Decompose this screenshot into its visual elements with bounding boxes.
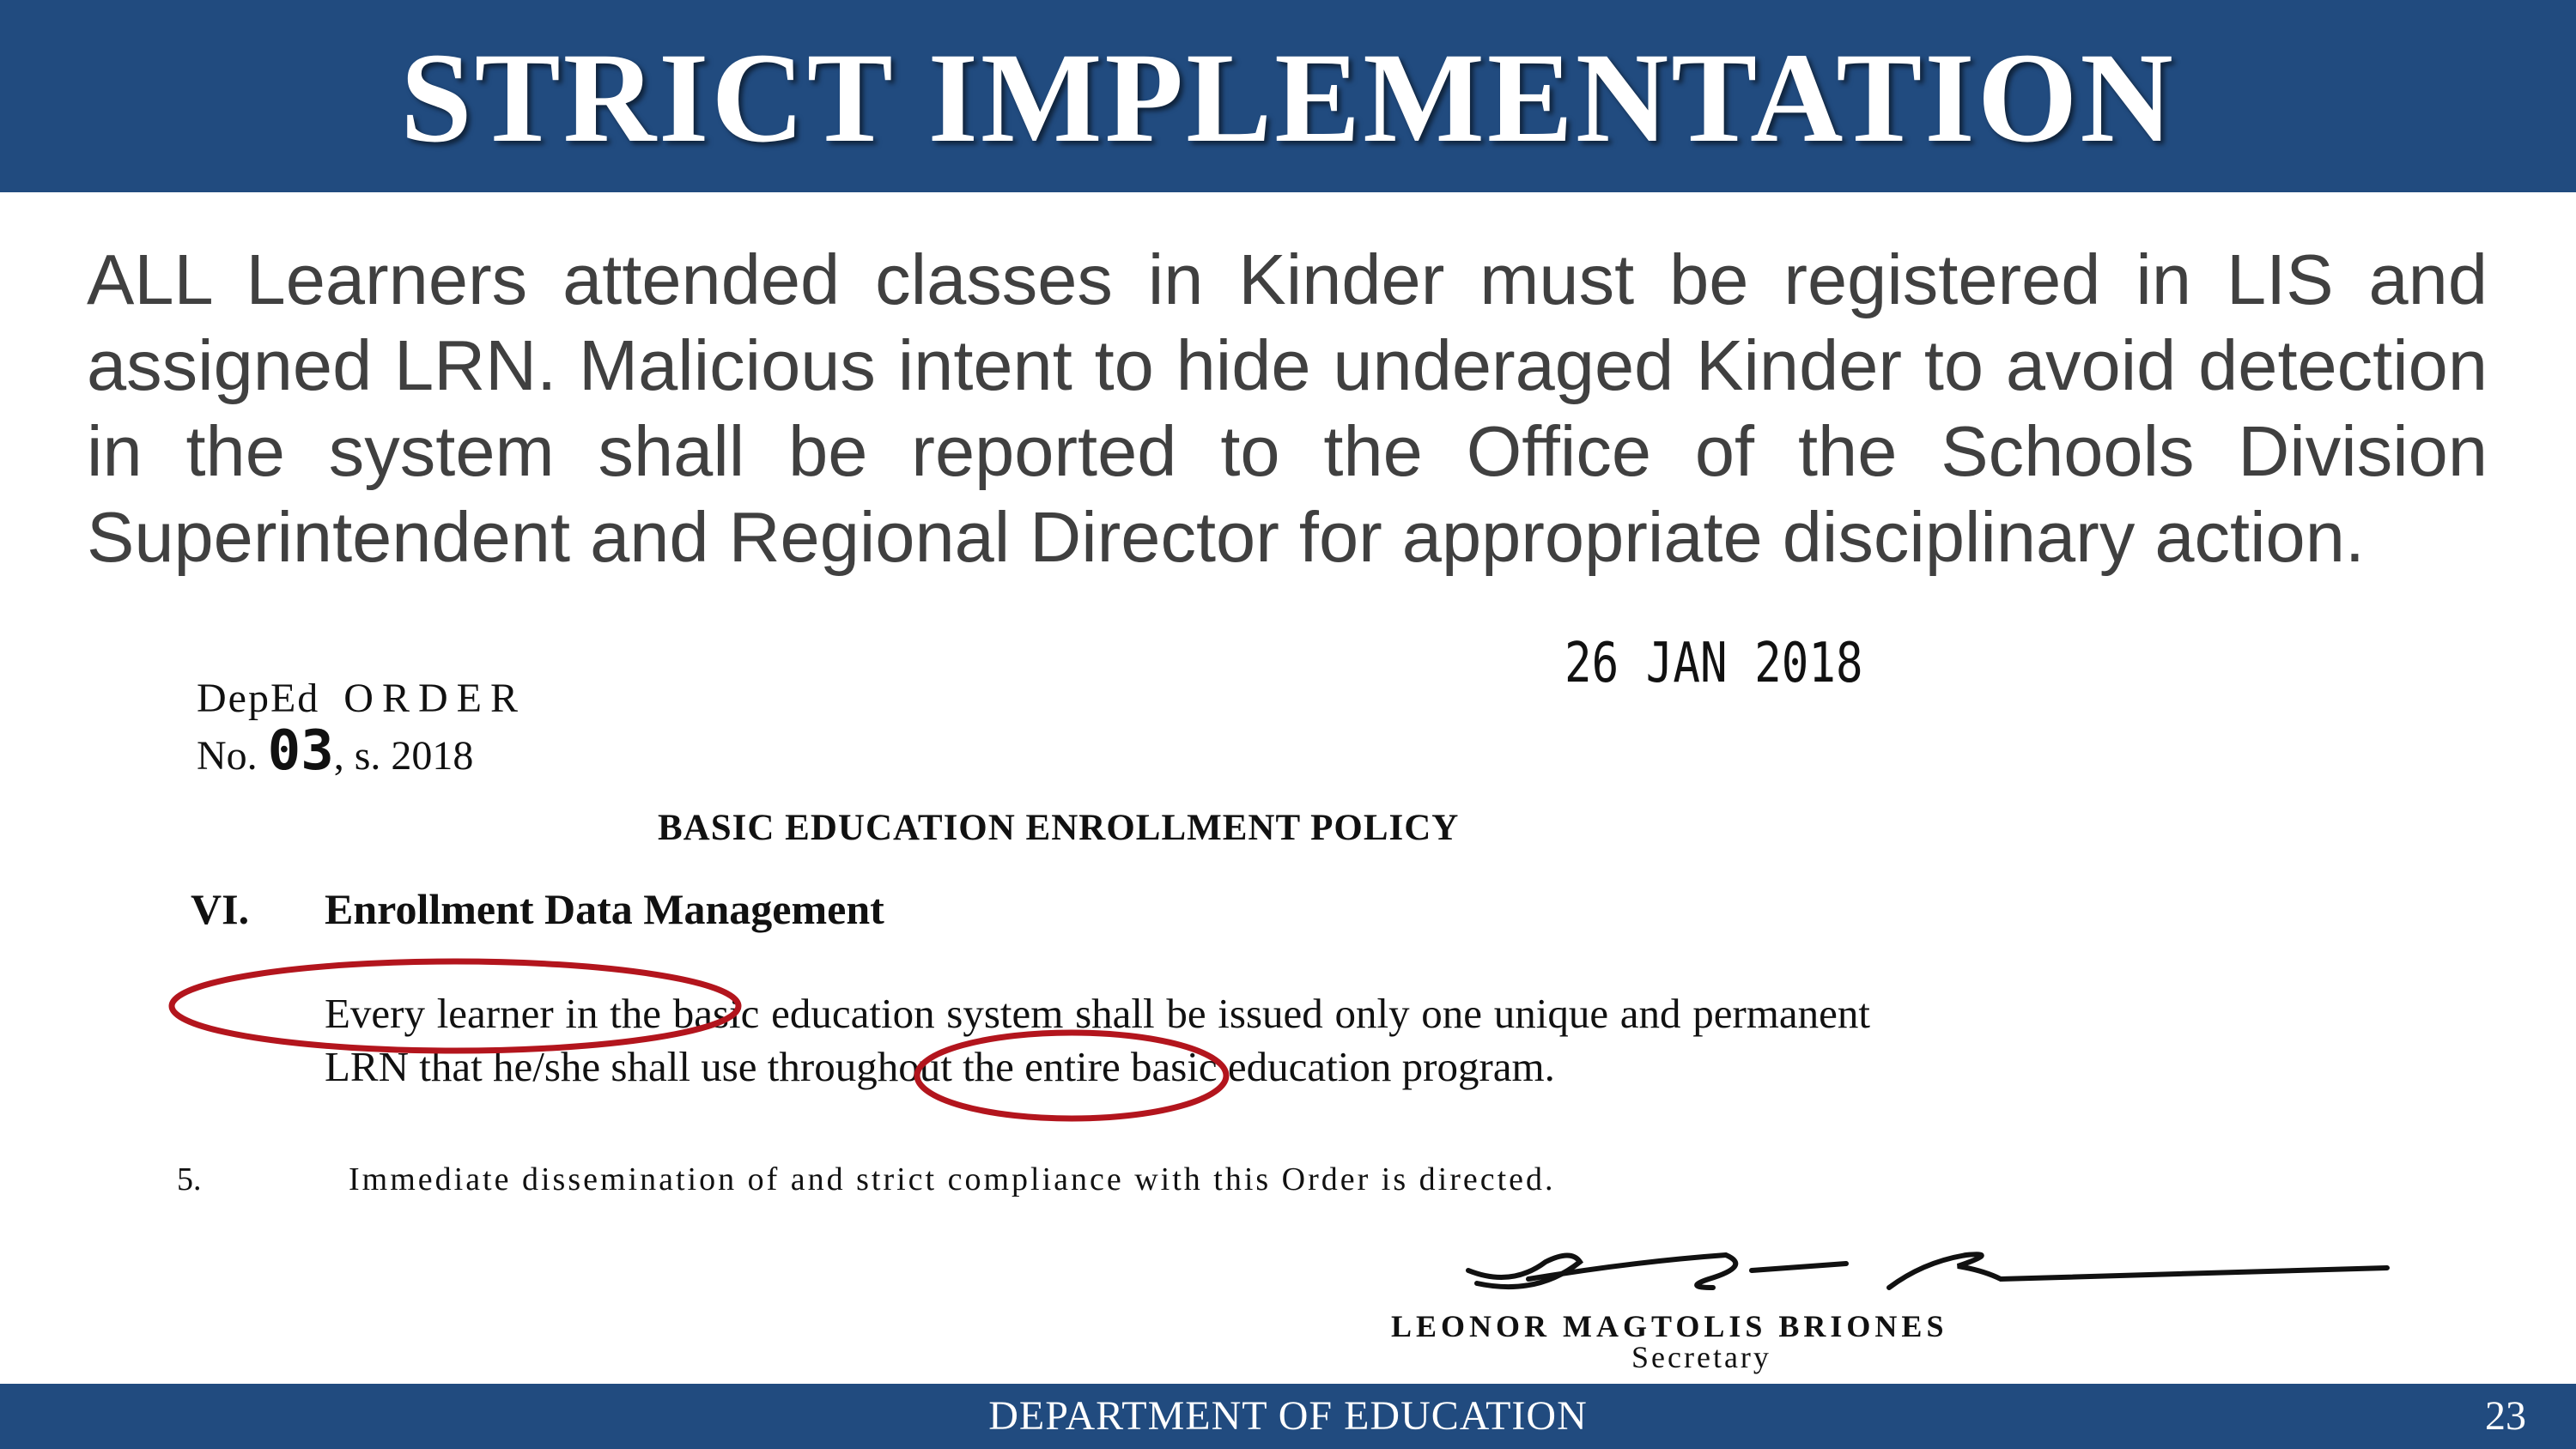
deped-label: DepEd — [197, 676, 320, 721]
highlight-circle-he-she — [917, 1033, 1226, 1119]
order-number: 03 — [267, 719, 334, 783]
order-label: ORDER — [343, 676, 526, 721]
footer-department: DEPARTMENT OF EDUCATION — [988, 1393, 1588, 1439]
signatory-title: Secretary — [1631, 1340, 1771, 1374]
slide-body-text: ALL Learners attended classes in Kinder must be registered in LIS and assigned LRN. Malicious intent to hide underaged Kinder to avoid detection in the system shall be reported to the Office of the Schools Division Superintendent and Regional Director for appropriate disciplinary action. — [87, 239, 2488, 577]
document-date-stamp: 26 JAN 2018 — [1564, 632, 1863, 695]
page-number: 23 — [2485, 1393, 2526, 1439]
footer-bar — [0, 1384, 2576, 1449]
no-label: No. — [197, 733, 258, 779]
order-series: , s. 2018 — [333, 733, 474, 779]
policy-paragraph: Every learner in the basic education system shall be issued only one unique and permanent LRN that he/she shall use throughout the entire basic education program. — [325, 990, 1870, 1090]
item-number: 5. — [177, 1161, 202, 1197]
item-text: Immediate dissemination of and strict compliance with this Order is directed. — [349, 1161, 1556, 1197]
signature-scribble — [1468, 1254, 2387, 1288]
signatory-name: LEONOR MAGTOLIS BRIONES — [1391, 1309, 1948, 1343]
slide-title: STRICT IMPLEMENTATION — [400, 27, 2176, 169]
section-title: Enrollment Data Management — [325, 885, 884, 933]
policy-title: BASIC EDUCATION ENROLLMENT POLICY — [658, 808, 1460, 848]
highlight-circle-every-learner — [172, 961, 738, 1051]
section-number: VI. — [191, 885, 250, 933]
